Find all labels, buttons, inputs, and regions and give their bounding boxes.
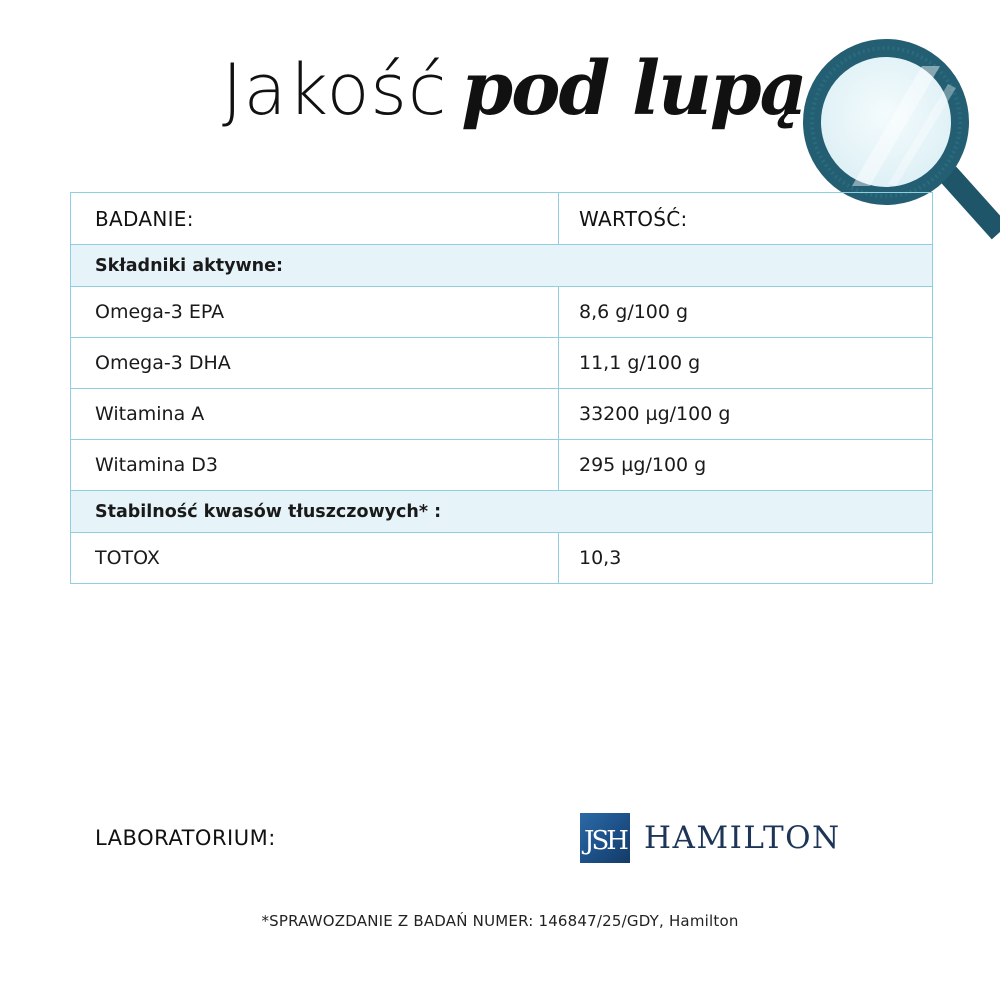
- title-regular: Jakość: [222, 49, 448, 131]
- header-value: WARTOŚĆ:: [559, 193, 933, 245]
- table-row: [71, 440, 933, 491]
- section-row: [71, 245, 933, 287]
- section-title: Stabilność kwasów tłuszczowych* :: [71, 491, 933, 533]
- table-row: [71, 338, 933, 389]
- row-value: 295 µg/100 g: [559, 440, 933, 491]
- section-row: [71, 491, 933, 533]
- row-value: 33200 µg/100 g: [559, 389, 933, 440]
- laboratory-label: LABORATORIUM:: [95, 826, 276, 850]
- header-test: BADANIE:: [71, 193, 559, 245]
- results-table-wrapper: [70, 192, 932, 584]
- page-title: [222, 46, 806, 152]
- results-table: [70, 192, 933, 584]
- table-row: [71, 533, 933, 584]
- row-value: 10,3: [559, 533, 933, 584]
- title-italic: pod lupą: [461, 46, 806, 132]
- hamilton-logo-icon: [580, 813, 630, 863]
- table-header-row: [71, 193, 933, 245]
- logo-letters: JSH: [584, 826, 626, 856]
- row-label: Omega-3 DHA: [71, 338, 559, 389]
- row-value: 11,1 g/100 g: [559, 338, 933, 389]
- footnote: *SPRAWOZDANIE Z BADAŃ NUMER: 146847/25/GDY, Hamilton: [261, 912, 739, 930]
- row-label: Witamina A: [71, 389, 559, 440]
- table-row: [71, 389, 933, 440]
- table-row: [71, 287, 933, 338]
- row-value: 8,6 g/100 g: [559, 287, 933, 338]
- section-title: Składniki aktywne:: [71, 245, 933, 287]
- logo-name: HAMILTON: [644, 820, 841, 856]
- row-label: TOTOX: [71, 533, 559, 584]
- hamilton-logo: [580, 812, 841, 864]
- row-label: Witamina D3: [71, 440, 559, 491]
- row-label: Omega-3 EPA: [71, 287, 559, 338]
